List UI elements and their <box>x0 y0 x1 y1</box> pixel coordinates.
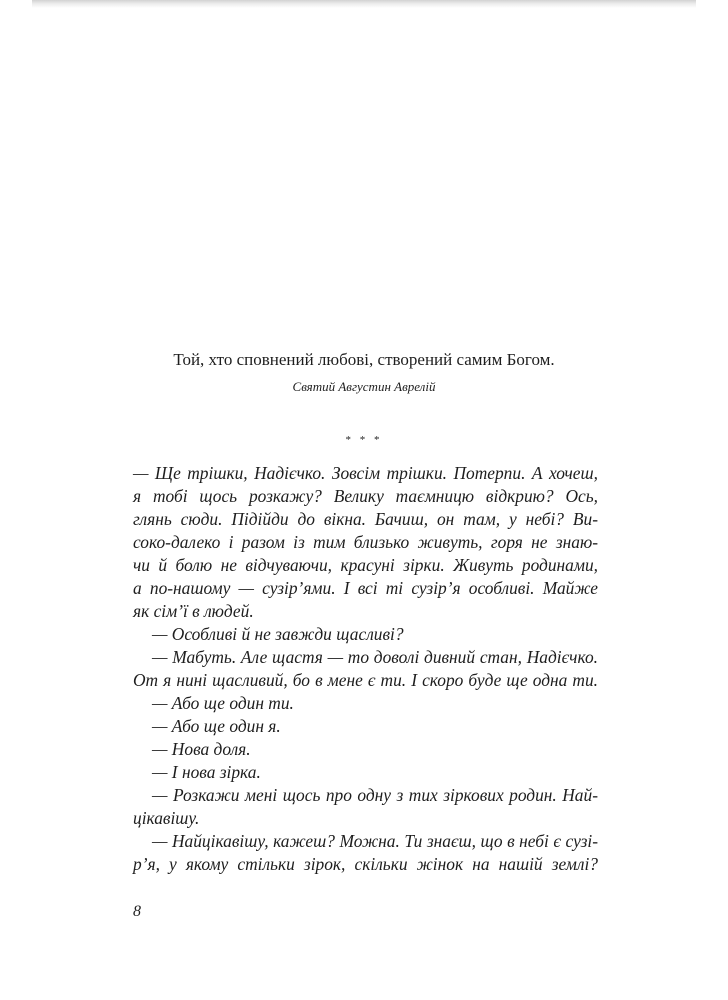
text-line: — Особливі й не завжди щасливі? <box>152 624 404 644</box>
epigraph-author: Святий Августин Аврелій <box>292 379 436 394</box>
epigraph <box>0 348 728 396</box>
text-line: От я нині щасливий, бо в мене є ти. І скоро буде ще одна ти. <box>133 670 598 690</box>
text-line: — Нова доля. <box>152 739 251 759</box>
text-line: як сім’ї в людей. <box>133 601 254 621</box>
page-top-edge <box>32 0 696 8</box>
text-line: соко-далеко і разом із тим близько живуть, горя не знаю- <box>133 532 598 552</box>
text-line: — І нова зірка. <box>152 762 261 782</box>
section-separator: * * * <box>345 434 383 446</box>
text-line: — Або ще один ти. <box>152 693 294 713</box>
epigraph-quote: Той, хто сповнений любові, створений самим Богом. <box>173 350 555 369</box>
text-line: — Або ще один я. <box>152 716 281 736</box>
page-number: 8 <box>133 903 141 920</box>
text-line: р’я, у якому стільки зірок, скільки жінок на нашій землі? <box>133 854 598 874</box>
text-line: глянь сюди. Підійди до вікна. Бачиш, он там, у небі? Ви- <box>133 509 598 529</box>
text-line: — Ще трішки, Надієчко. Зовсім трішки. Потерпи. А хочеш, <box>133 463 598 483</box>
text-line: — Розкажи мені щось про одну з тих зіркових родин. Най- <box>152 785 598 805</box>
text-line: чи й болю не відчуваючи, красуні зірки. Живуть родинами, <box>133 555 598 575</box>
text-line: — Мабуть. Але щастя — то доволі дивний стан, Надієчко. <box>152 647 598 667</box>
text-line: — Найцікавішу, кажеш? Можна. Ти знаєш, що в небі є сузі- <box>152 831 598 851</box>
text-line: а по-нашому — сузір’ями. І всі ті сузір’я особливі. Майже <box>133 578 598 598</box>
body-text <box>133 462 598 876</box>
text-line: я тобі щось розкажу? Велику таємницю відкрию? Ось, <box>133 486 598 506</box>
text-line: цікавішу. <box>133 808 200 828</box>
